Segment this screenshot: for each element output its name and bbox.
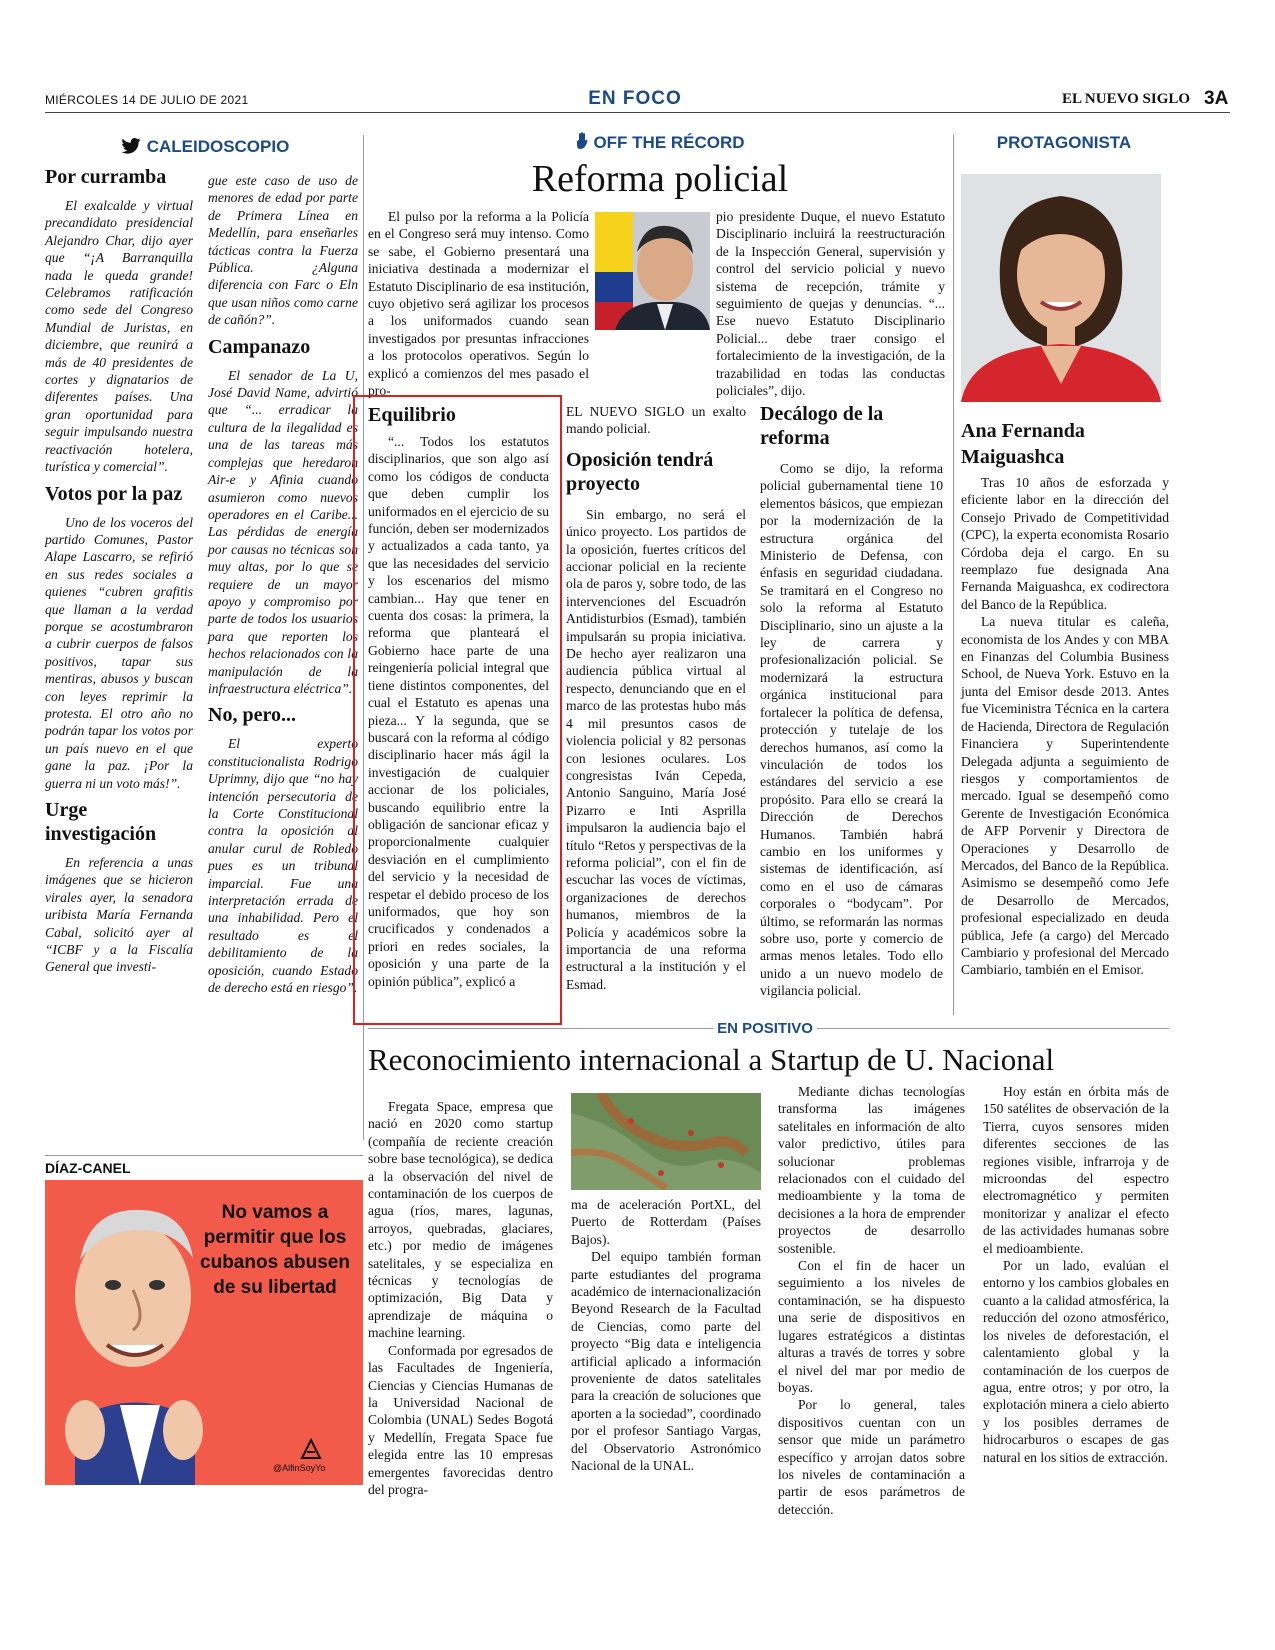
en-positivo-col3 (778, 1083, 965, 1518)
en-positivo-para: Por un lado, evalúan el entorno y los cambios globales en cuanto a la calidad atmosférica, la reducción del ozono atmosférico, los niveles de deforestación, el calentamiento global y la contaminación de los cuerpos de agua, entre otros; y por otro, la explotación minera a cielo abierto y los posibles derrames de hidrocarburos o escapes de gas natural en los sitios de extracción. (983, 1258, 1169, 1465)
equilibrio-box (353, 395, 562, 1025)
protagonista-para: La nueva titular es caleña, economista de los Andes y con MBA en Finanzas del Columbia Business School, de Nueva York. Estuvo en la junta del Emisor desde 2013. Antes fue Viceministra Técnica en la cartera de Hacienda, Directora de Regulación Financiera y Superintendente Delegada adjunta a seguimiento de riesgos y comportamientos de mercado. Igual se desempeñó como Gerente de Investigación Económica de AFP Porvenir y Directora de Operaciones y Desarrollo de Mercados, del Banco de la República. Asimismo se desempeñó como Jefe de Desarrollo de Mercados, profesional especializado en deuda pública, Jefe (a cargo) del Mercado Cambiario y profesional del Mercado Cambiario, también en el Emisor. (961, 614, 1169, 978)
off-record-label-text: OFF THE RÉCORD (593, 133, 745, 152)
off-record-para: pio presidente Duque, el nuevo Estatuto Disciplinario incluirá la reestructuración de la Inspección General, supervisión y control del servicio policial y nuevo sistema de recepción, trámite y seguimiento de quejas y denuncias. “... Ese nuevo Estatuto Disciplinario Policial... debe traer consigo el fortalecimiento de la investigación, de la trazabilidad en todas las conductas policiales”, dijo. (716, 209, 945, 399)
protagonista-photo (961, 174, 1161, 402)
masthead-date: MIÉRCOLES 14 DE JULIO DE 2021 (45, 93, 249, 107)
off-record-title: Reforma policial (531, 158, 789, 200)
masthead-page: 3A (1204, 88, 1229, 109)
caleidoscopio-para: El senador de La U, José David Name, advirtió que “... erradicar la cultura de la ilegalidad es una de las tareas más complejas que heredaron Air-e y Afinia cuando asumieron como nuevos operadores en el Caribe... Las pérdidas de energía por causas no técnicas son muy altas, por lo que se requiere de un mayor apoyo y compromiso por parte de todos los usuarios para que reporten los hechos relacionados con la manipulación de la infraestructura eléctrica”. (208, 367, 358, 696)
protagonista-para: Tras 10 años de esforzada y eficiente labor en la dirección del Consejo Privado de Competitividad (CPC), la experta economista Rosario Córdoba deja el cargo. En su reemplazo fue designada Ana Fernanda Maiguashca, ex codirectora del Banco de la República. (961, 475, 1169, 612)
duque-portrait (595, 212, 710, 330)
heading-no-pero: No, pero... (208, 704, 296, 727)
heading-campanazo: Campanazo (208, 335, 311, 358)
heading-por-curramba: Por curramba (45, 166, 167, 188)
caleidoscopio-para: El exalcalde y virtual precandidato presidencial Alejandro Char, dijo ayer que “¡A Barranquilla nada le queda grande! Celebramos ratificación como sede del Congreso Mundial de Juristas, en diciembre, que reunirá a más de 40 presidentes de cortes y dignatarios de diferentes países. Una gran oportunidad para seguir impulsando nuestra reactivación hotelera, turística y comercial”. (45, 198, 193, 475)
flooded-area-image (571, 1093, 761, 1190)
en-positivo-col4 (983, 1083, 1169, 1466)
cartoon-speech: No vamos a permitir que los cubanos abusen de su libertad (200, 1202, 350, 1298)
off-record-para: Sin embargo, no será el único proyecto. Los partidos de la oposición, fuertes críticos del accionar policial en la reciente ola de paros y, sobre todo, de las intervenciones del Escuadrón Antidisturbios (Esmad), también impulsarán su propia iniciativa. De hecho ayer realizaron una audiencia pública virtual al respecto, denunciando que en el marco de las protestas hubo más 4 mil presuntos casos de violencia policial y 82 personas con lesiones oculares. Los congresistas Iván Cepeda, Antonio Sanguino, María José Pizarro e Inti Asprilla impulsaron la audiencia bajo el título “Retos y perspectivas de la reforma policial”, con el fin de escuchar las voces de víctimas, organizaciones de derechos humanos, miembros de la Policía y académicos sobre la importancia de una reforma estructural a la institución y el Esmad. (566, 506, 746, 992)
equilibrio-title: Equilibrio (368, 404, 456, 426)
maiguashca-portrait (961, 174, 1161, 402)
satellite-photo (571, 1093, 761, 1190)
off-record-middle (566, 403, 746, 993)
en-positivo-para: Mediante dichas tecnologías transforma las imágenes satelitales en información de alto valor predictivo, útiles para solucionar problemas relacionados con el cuidado del medioambiente y la toma de decisiones a la hora de emprender proyectos de desarrollo sostenible. (778, 1084, 965, 1256)
caleidoscopio-para: gue este caso de uso de menores de edad por parte de Primera Línea en Medellín, para enseñarles tácticas contra la Fuerza Pública. ¿Alguna diferencia con Farc o Eln que usan niños como carne de cañón?”. (208, 173, 358, 328)
masthead-paper: EL NUEVO SIGLO (1062, 91, 1191, 107)
duque-photo (595, 212, 710, 330)
en-positivo-rule (817, 1028, 1169, 1029)
en-positivo-col1 (368, 1098, 553, 1498)
protagonista-body (961, 474, 1169, 979)
cartoon-label: DÍAZ-CANEL (45, 1160, 131, 1176)
off-record-right (760, 402, 943, 1000)
caleidoscopio-para: En referencia a unas imágenes que se hicieron virales ayer, la senadora uribista María Fernanda Cabal, solicitó ayer al “ICBF y a la Fiscalía General que investi- (45, 855, 193, 975)
twitter-icon (121, 138, 141, 154)
en-positivo-para: Por lo general, tales dispositivos cuentan con un sensor que mide un parámetro específico y arrojan datos sobre los niveles de contaminación a partir de esos parámetros de detección. (778, 1397, 965, 1517)
en-positivo-para: Hoy están en órbita más de 150 satélites de observación de la Tierra, cuyos sensores miden diferentes secciones de las regiones visible, infrarroja y de microondas del espectro electromagnético y permiten monitorizar y analizar el efecto de las actividades humanas sobre el medioambiente. (983, 1084, 1169, 1256)
off-record-lead-right (716, 208, 945, 399)
en-positivo-para: Del equipo también forman parte estudiantes del programa académico de internacionalización Beyond Research de la Facultad de Ciencias, como parte del proyecto “Big data e inteligencia artificial aplicado a información proveniente de datos satelitales para la creación de soluciones que aporten a la sociedad”, coordinado por el profesor Santiago Vargas, del Observatorio Astronómico Nacional de la UNAL. (571, 1249, 761, 1474)
off-record-para: Como se dijo, la reforma policial gubernamental tiene 10 elementos básicos, que empiezan por la modernización de la estructura orgánica del Ministerio de Defensa, con énfasis en seguridad ciudadana. Se tramitará en el Congreso no solo la reforma al Estatuto Disciplinario, sino un ajuste a la ley de carrera y profesionalización policial. Se modernizará la estructura orgánica institucional para fortalecer la política de defensa, protección y tutelaje de los derechos humanos, así como la vinculación de todos los estándares del servicio a ese propósito. Para ello se creará la Dirección de Derechos Humanos. También habrá cambio en los uniformes y sistemas de identificación, así como en el uso de cámaras corporales o “bodycam”. Por último, se reformarán las normas sobre uso, porte y comercio de armas menos letales. Todo ello unido a un nuevo modelo de vigilancia policial. (760, 461, 943, 999)
hand-icon (575, 132, 589, 150)
cartoon-rule (45, 1155, 363, 1156)
caleidoscopio-label-text: CALEIDOSCOPIO (146, 137, 290, 156)
cartoon-credit: @AlfinSoyYo (273, 1463, 326, 1473)
protagonista-name: Ana Fernanda Maiguashca (961, 420, 1085, 468)
masthead-rule (45, 112, 1230, 113)
caleidoscopio-label (45, 137, 365, 157)
protagonista-label: PROTAGONISTA (996, 133, 1132, 152)
decalogo-title: Decálogo de la reforma (760, 403, 884, 449)
off-record-para: El pulso por la reforma a la Policía en el Congreso será muy intenso. Como se sabe, el Gobierno presentará una iniciativa destinada a modernizar el Estatuto Disciplinario de esa institución, cuyo objetivo será agilizar los procesos a los uniformados cuando sean investigados por presuntas infracciones a los protocolos operativos. Según lo explicó a comienzos del mes pasado el pro- (368, 209, 589, 399)
en-positivo-title: Reconocimiento internacional a Startup de U. Nacional (368, 1042, 1055, 1077)
en-positivo-para: ma de aceleración PortXL, del Puerto de Rotterdam (Países Bajos). (571, 1197, 761, 1247)
heading-votos-paz: Votos por la paz (45, 482, 183, 505)
off-record-lead-left (368, 208, 589, 399)
caleidoscopio-para: Uno de los voceros del partido Comunes, Pastor Alape Lascarro, se refirió en sus redes sociales a quienes “cubren grafitis que llaman a la verdad porque se acostumbraron a cubrir cuerpos de falsos positivos, tapar sus mentiras, abusos y buscan con leyes reprimir la protesta. El otro año no podrán tapar los votos por un país nuevo en el que gane la paz. ¡Por la guerra ni un voto más!”. (45, 514, 193, 791)
off-record-para: EL NUEVO SIGLO un exalto mando policial. (566, 404, 746, 437)
column-divider (953, 135, 954, 1015)
cartoon-logo-icon (300, 1438, 322, 1460)
equilibrio-text: “... Todos los estatutos disciplinarios, que son algo así como los códigos de conducta que deben cumplir los uniformados en el ejercicio de su función, deben ser modernizados y actualizados a cada tanto, ya que las necesidades del servicio y los escenarios del mismo cambian... Hay que tener en cuenta dos cosas: la primera, la reforma que planteará el Gobierno hace parte de una reingeniería policial integral que tiene distintos componentes, del cual el Estatuto es apenas una pieza... Y la segunda, que se buscará con la reforma al código disciplinario hacer más ágil la investigación de cualquier accionar de los policiales, buscando equilibrio entre la obligación de sancionar eficaz y proporcionalmente cualquier desviación en el cumplimiento del servicio y la necesidad de respetar el debido proceso de los uniformados, que hoy son crucificados y condenados a priori en redes sociales, la oposición y una parte de la opinión pública”, explicó a (368, 434, 549, 989)
en-positivo-para: Con el fin de hacer un seguimiento a los niveles de contaminación, se ha dispuesto una serie de dispositivos en lugares estratégicos a distintas alturas a través de torres y sobre el nivel del mar por medio de boyas. (778, 1258, 965, 1395)
cartoon-image (45, 1180, 363, 1485)
heading-urge-investigacion: Urge investigación (45, 799, 157, 845)
caleidoscopio-para: El experto constitucionalista Rodrigo Uprimny, dijo que “no hay intención persecutoria de la Corte Constitucional contra la oposición al anular curul de Robledo pues es un tribunal imparcial. Fue una interpretación errada de una inhabilidad. Pero el resultado es el debilitamiento de la oposición, cuando Estado de derecho está en riesgo”. (208, 736, 358, 996)
en-positivo-col2 (571, 1196, 761, 1475)
caleidoscopio-col2 (208, 172, 358, 996)
en-positivo-para: Fregata Space, empresa que nació en 2020 como startup (compañía de reciente creación sobre base tecnológica), se dedica a la observación del nivel de contaminación de los cuerpos de agua (ríos, mares, lagunas, arroyos, quebradas, glaciares, etc.) por medio de imágenes satelitales, y se especializa en técnicas y tecnologías de optimización, Big Data y aprendizaje de máquina o machine learning. (368, 1099, 553, 1341)
masthead-section: EN FOCO (588, 88, 682, 109)
oposicion-title: Oposición tendrá proyecto (566, 448, 714, 495)
caleidoscopio-col1 (45, 165, 193, 976)
en-positivo-label: EN POSITIVO (717, 1020, 813, 1037)
en-positivo-para: Conformada por egresados de las Facultades de Ingeniería, Ciencias y Ciencias Humanas de la Universidad Nacional de Colombia (UNAL) Sedes Bogotá y Medellín, Fregata Space fue elegida entre las 10 empresas emergentes favorecidas dentro del progra- (368, 1342, 553, 1497)
en-positivo-rule (368, 1028, 713, 1029)
off-record-label (370, 132, 950, 153)
